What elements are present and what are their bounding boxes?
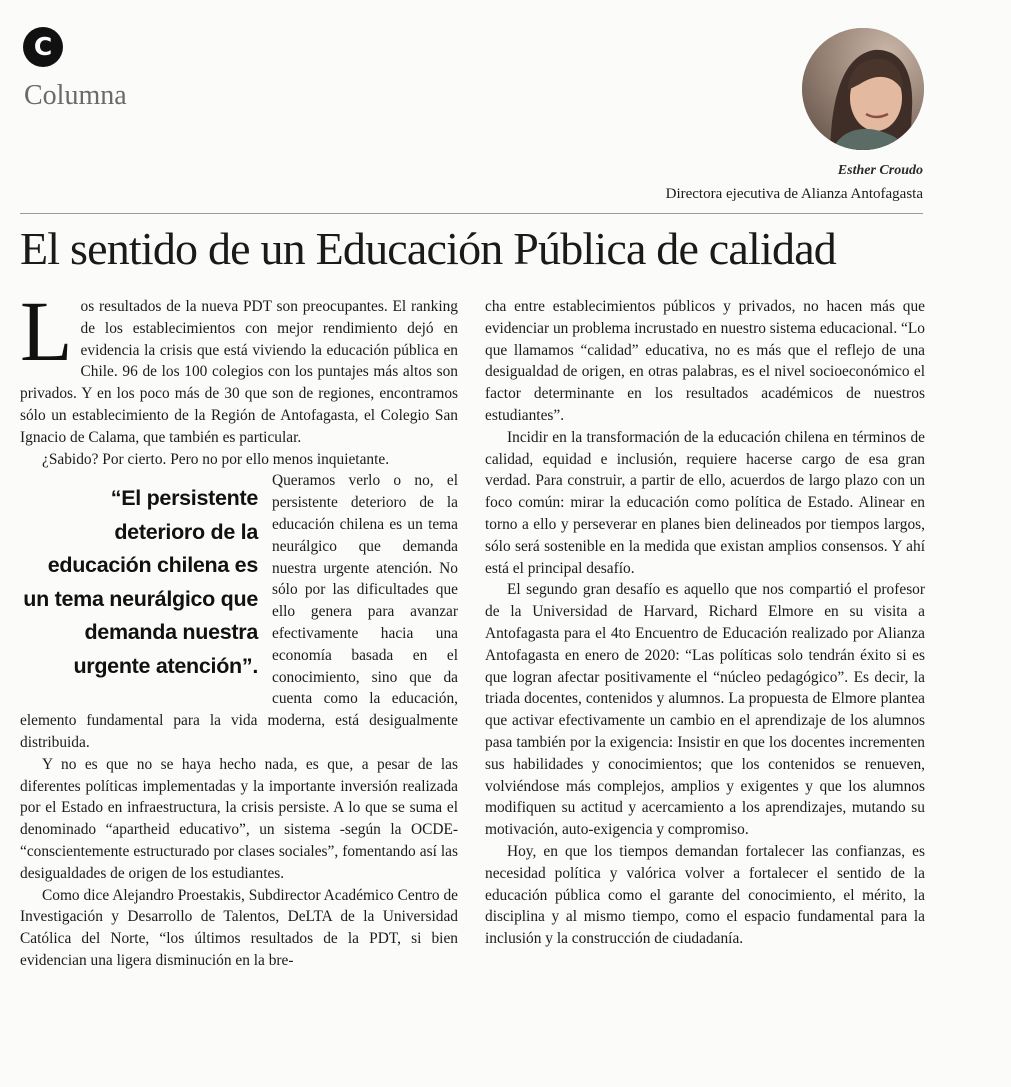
header-divider — [20, 213, 923, 214]
logo-badge: C — [23, 27, 63, 67]
paragraph-text: Y no es que no se haya hecho nada, es que, a pesar de las diferentes políticas implementadas y la importante inversión realizada por el Estado en infraestructura, la crisis persiste. A lo que se suma el denominado “apartheid educativo”, un sistema -según la OCDE- “conscientemente estructurado por clases sociales”, fomentando así las desigualdades de origen de los estudiantes. — [20, 755, 458, 882]
section-label: Columna — [24, 80, 127, 111]
article-column-2 — [485, 296, 925, 1068]
paragraph — [20, 754, 458, 885]
paragraph — [20, 470, 458, 753]
drop-cap: L — [20, 283, 73, 379]
author-role: Directora ejecutiva de Alianza Antofagasta — [665, 186, 923, 202]
paragraph-text: os resultados de la nueva PDT son preocupantes. El ranking de los establecimientos con mejor rendimiento dejó en evidencia la crisis que está viviendo la educación pública en Chile. 96 de los 100 colegios con los puntajes más altos son privados. Y en los poco más de 30 que son de regiones, encontramos sólo un establecimiento de la Región de Antofagasta, el Colegio San Ignacio de Calama, que también es particular. — [20, 298, 458, 446]
paragraph — [20, 283, 458, 449]
paragraph-text: cha entre establecimientos públicos y privados, no hacen más que evidenciar un problema incrustado en nuestro sistema educacional. “Lo que llamamos “calidad” educativa, no es más que el reflejo de una desigualdad de origen, en otras palabras, es el nivel socioeconómico el factor determinante en los resultados académicos de nuestros estudiantes”. — [485, 298, 925, 424]
pull-quote: “El persistente deterioro de la educación chilena es un tema neurálgico que demanda nuestra urgente atención”. — [23, 486, 258, 678]
article-column-1 — [20, 283, 458, 1068]
paragraph-text: El segundo gran desafío es aquello que nos compartió el profesor de la Universidad de Harvard, Richard Elmore en su visita a Antofagasta para el 4to Encuentro de Educación realizado por Alianza Antofagasta en enero de 2020: “Las políticas solo tendrán éxito si es que logran afectar positivamente el “núcleo pedagógico”. Es decir, la triada docentes, contenidos y alumnos. La propuesta de Elmore plantea que activar efectivamente un cambio en el aprendizaje de los alumnos pasa también por la exigencia: Insistir en que los docentes incrementen sus habilidades y conocimientos; que los contenidos se renueven, volviéndose más complejos, amplios y exigentes y que los alumnos modifiquen su actitud y acercamiento a los aprendizajes, mutando su motivación, auto-exigencia y compromiso. — [485, 581, 925, 839]
author-name: Esther Croudo — [837, 163, 923, 178]
paragraph — [485, 579, 925, 841]
author-photo — [802, 28, 924, 150]
paragraph — [485, 296, 925, 427]
paragraph-text: Hoy, en que los tiempos demandan fortalecer las confianzas, es necesidad política y valórica volver a fortalecer el sentido de la educación pública como el garante del conocimiento, el mérito, la disciplina y al mismo tiempo, como el espacio fundamental para la inclusión y la construcción de ciudadanía. — [485, 842, 925, 948]
paragraph — [485, 841, 925, 950]
paragraph — [20, 885, 458, 972]
paragraph-text: Incidir en la transformación de la educación chilena en términos de calidad, equidad e inclusión, requiere hacerse cargo de esa gran verdad. Para construir, a partir de ello, acuerdos de largo plazo con un foco común: mirar la educación como política de Estado. Alinear en torno a ello y perseverar en planes bien delineados por tiempos largos, sólo será sostenible en la medida que existan amplios consensos. Y ahí está el principal desafío. — [485, 428, 925, 577]
paragraph-text: Queramos verlo o no, el persistente deterioro de la educación chilena es un tema neurálgico que demanda nuestra urgente atención. No sólo por las dificultades que ello genera para avanzar efectivamente hacia una economía basada en el conocimiento, sino que da cuenta como la educación, elemento fundamental para la vida moderna, está desigualmente distribuida. — [20, 472, 458, 751]
paragraph-text: Como dice Alejandro Proestakis, Subdirector Académico Centro de Investigación y Desarrollo de Talentos, DeLTA de la Universidad Católica del Norte, “los últimos resultados de la PDT, si bien evidencian una ligera disminución en la bre- — [20, 886, 458, 969]
paragraph-text: ¿Sabido? Por cierto. Pero no por ello menos inquietante. — [42, 450, 390, 468]
paragraph — [485, 427, 925, 580]
author-portrait-icon — [802, 28, 924, 150]
paragraph — [20, 449, 458, 471]
headline: El sentido de un Educación Pública de calidad — [20, 223, 837, 274]
